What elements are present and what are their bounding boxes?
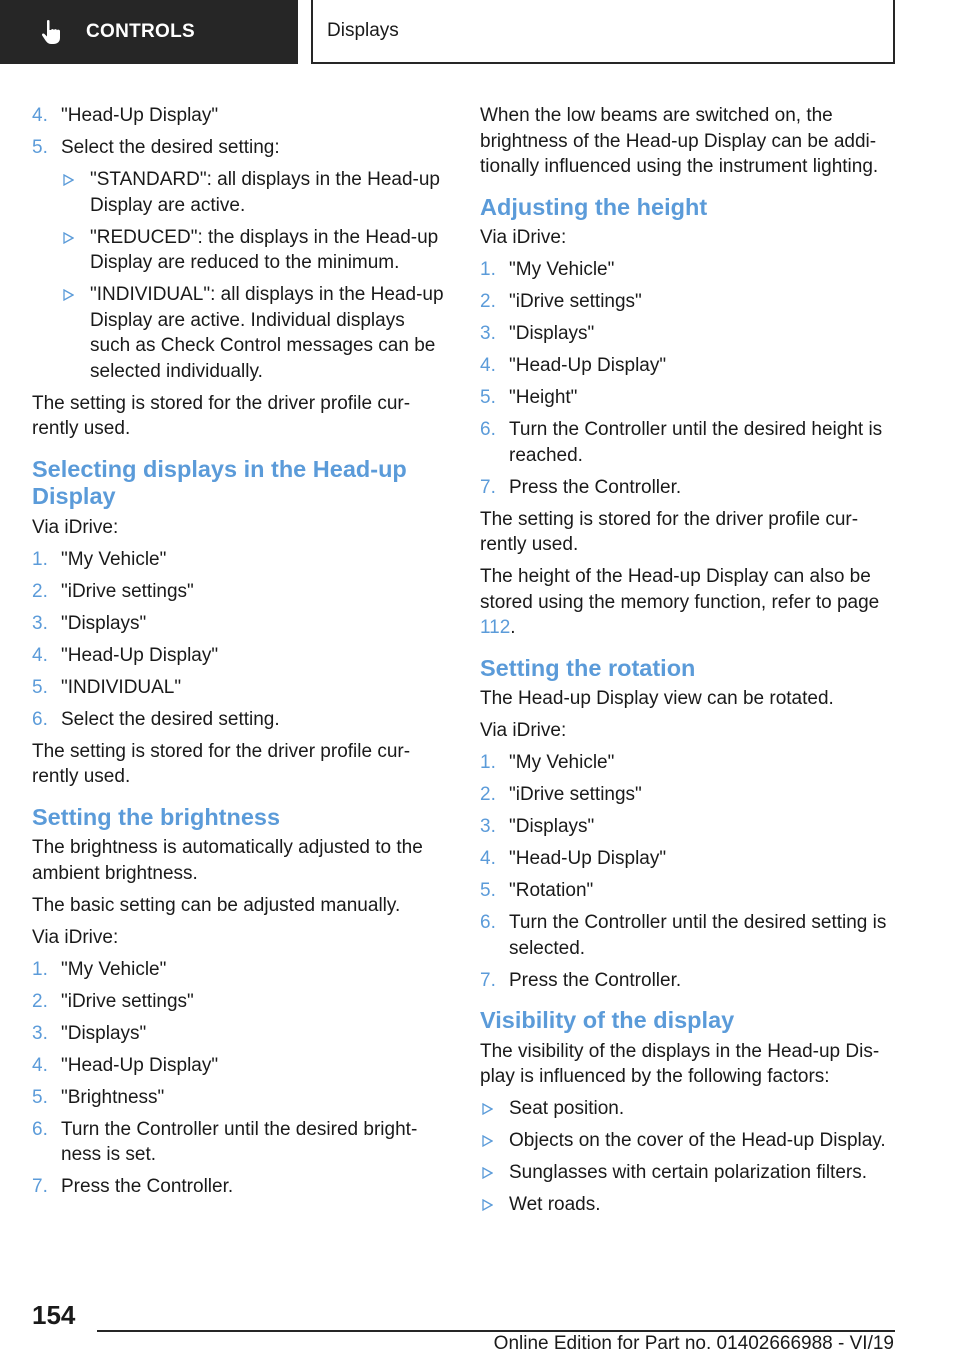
triangle-bullet-icon <box>63 289 74 301</box>
step-text: "My Vehicle" <box>509 259 615 280</box>
step-text: "My Vehicle" <box>61 548 167 570</box>
step-text: Press the Controller. <box>61 1176 234 1197</box>
list-item <box>480 1160 896 1186</box>
step-number: 6. <box>480 912 496 933</box>
list-item <box>480 782 896 808</box>
list-item <box>32 579 448 605</box>
paragraph: The setting is stored for the driver profile currently used. <box>32 392 411 439</box>
bullet-text: Sunglasses with certain polarization filters. <box>509 1162 868 1183</box>
paragraph: The brightness is automatically adjusted to the ambient brightness. <box>32 837 423 884</box>
heading-setting-brightness: Setting the brightness <box>32 803 281 830</box>
paragraph: The setting is stored for the driver profile currently used. <box>480 508 859 555</box>
via-idrive-label: Via iDrive: <box>32 516 119 538</box>
chapter-tab <box>311 0 895 64</box>
list-item <box>32 547 448 573</box>
step-number: 2. <box>480 291 496 312</box>
list-item <box>480 257 896 283</box>
paragraph: The basic setting can be adjusted manually. <box>32 894 401 916</box>
list-item <box>480 750 896 776</box>
list-item <box>32 643 448 669</box>
step-number: 5. <box>480 387 496 408</box>
step-text: "Displays" <box>61 612 147 634</box>
step-number: 2. <box>32 580 48 602</box>
bullet-text: Seat position. <box>509 1098 625 1119</box>
hand-touch-icon <box>38 18 66 46</box>
list-item <box>32 707 448 733</box>
step-number: 5. <box>32 676 48 698</box>
paragraph: When the low beams are switched on, the brightness of the Head-up Display can be additionally influenced using the instrument lighting. <box>480 105 879 177</box>
bullet-text: "STANDARD": all displays in the Head-up Display are active. <box>90 169 440 216</box>
list-item <box>480 385 896 411</box>
list-item <box>480 475 896 501</box>
bullet-text: Wet roads. <box>509 1194 601 1215</box>
step-text: Select the desired setting: <box>61 137 280 158</box>
section-label: CONTROLS <box>86 21 196 42</box>
list-item <box>32 135 448 161</box>
step-text: "Head-Up Display" <box>509 848 667 869</box>
heading-selecting-displays: Selecting displays in the Head-up Display <box>32 455 407 509</box>
step-number: 6. <box>480 419 496 440</box>
visibility-factors-list <box>480 1096 896 1218</box>
step-text: "Height" <box>509 387 578 408</box>
list-item <box>480 1192 896 1218</box>
section-tab <box>0 0 298 64</box>
step-text: "Displays" <box>61 1022 147 1044</box>
list-item <box>32 1085 448 1111</box>
paragraph: The setting is stored for the driver profile currently used. <box>32 740 411 787</box>
steps-list-b <box>32 547 448 733</box>
step-text: "iDrive settings" <box>61 990 194 1012</box>
step-number: 4. <box>480 355 496 376</box>
step-number: 4. <box>480 848 496 869</box>
step-text: Select the desired setting. <box>61 708 280 730</box>
step-number: 5. <box>480 880 496 901</box>
step-text: Turn the Controller until the desired brightness is set. <box>61 1118 418 1165</box>
list-item <box>32 675 448 701</box>
step-number: 7. <box>480 476 496 498</box>
step-text: "My Vehicle" <box>509 752 615 773</box>
step-text: "iDrive settings" <box>509 291 642 312</box>
setting-options-list <box>61 167 448 384</box>
step-text: "Head-Up Display" <box>61 105 219 126</box>
list-item <box>32 957 448 983</box>
triangle-bullet-icon <box>63 232 74 244</box>
step-text: "Displays" <box>509 816 595 837</box>
list-item <box>32 1117 448 1168</box>
list-item <box>61 167 448 218</box>
footer-divider <box>97 1330 895 1332</box>
memory-paragraph <box>480 564 896 641</box>
step-number: 7. <box>32 1176 48 1197</box>
step-text: "iDrive settings" <box>509 784 642 805</box>
list-item <box>480 814 896 840</box>
rotation-steps-list <box>480 750 896 993</box>
triangle-bullet-icon <box>482 1135 493 1147</box>
step-number: 3. <box>32 612 48 634</box>
step-text: "Rotation" <box>509 880 594 901</box>
step-number: 4. <box>32 1054 48 1076</box>
right-column <box>480 103 896 1224</box>
step-text: "Brightness" <box>61 1086 165 1108</box>
step-number: 1. <box>480 259 496 280</box>
triangle-bullet-icon <box>482 1199 493 1211</box>
heading-adjusting-height: Adjusting the height <box>480 193 708 220</box>
step-number: 3. <box>480 816 496 837</box>
height-steps-list <box>480 257 896 500</box>
step-text: Turn the Controller until the desired setting is selected. <box>509 912 887 959</box>
step-number: 6. <box>32 1118 48 1140</box>
list-item <box>480 321 896 347</box>
via-idrive-label: Via iDrive: <box>32 926 119 948</box>
via-idrive-label: Via iDrive: <box>480 720 567 741</box>
paragraph: The Head-up Display view can be rotated. <box>480 688 834 709</box>
edition-footer: Online Edition for Part no. 01402666988 - VI/19 <box>493 1333 894 1354</box>
list-item <box>480 846 896 872</box>
list-item <box>480 910 896 961</box>
list-item <box>480 1128 896 1154</box>
list-item <box>32 1021 448 1047</box>
steps-list-c <box>32 957 448 1200</box>
step-text: Press the Controller. <box>509 969 682 991</box>
step-number: 5. <box>32 1086 48 1108</box>
step-number: 3. <box>32 1022 48 1044</box>
step-text: "Head-Up Display" <box>509 355 667 376</box>
step-number: 5. <box>32 137 48 158</box>
step-number: 2. <box>32 990 48 1012</box>
list-item <box>61 282 448 384</box>
heading-setting-rotation: Setting the rotation <box>480 654 696 681</box>
step-number: 6. <box>32 708 48 730</box>
step-text: "My Vehicle" <box>61 958 167 980</box>
list-item <box>32 1053 448 1079</box>
chapter-label: Displays <box>327 20 399 41</box>
bullet-text: "REDUCED": the displays in the Head-up Display are reduced to the minimum. <box>90 226 439 273</box>
bullet-text: "INDIVIDUAL": all displays in the Head-up Display are active. Individual displays such as Check Control messages can be selected individually. <box>90 284 444 382</box>
page-number: 154 <box>32 1300 76 1330</box>
left-column <box>32 103 448 1206</box>
triangle-bullet-icon <box>482 1103 493 1115</box>
list-item <box>61 225 448 276</box>
bullet-text: Objects on the cover of the Head-up Display. <box>509 1130 886 1151</box>
step-text: "Head-Up Display" <box>61 1054 219 1076</box>
step-text: "Displays" <box>509 323 595 344</box>
step-number: 1. <box>32 958 48 980</box>
step-text: "iDrive settings" <box>61 580 194 602</box>
triangle-bullet-icon <box>63 174 74 186</box>
step-number: 7. <box>480 969 496 991</box>
list-item <box>32 103 448 129</box>
list-item <box>480 1096 896 1122</box>
list-item <box>32 989 448 1015</box>
via-idrive-label: Via iDrive: <box>480 227 567 248</box>
step-text: "Head-Up Display" <box>61 644 219 666</box>
list-item <box>480 289 896 315</box>
paragraph: The visibility of the displays in the Head-up Display is influenced by the following factors: <box>480 1040 880 1087</box>
list-item <box>32 611 448 637</box>
period: . <box>510 617 516 638</box>
step-text: Turn the Controller until the desired height is reached. <box>509 419 883 466</box>
step-number: 4. <box>32 105 48 126</box>
step-number: 1. <box>32 548 48 570</box>
triangle-bullet-icon <box>482 1167 493 1179</box>
step-text: Press the Controller. <box>509 476 682 498</box>
list-item <box>480 968 896 994</box>
list-item <box>32 1174 448 1200</box>
list-item <box>480 353 896 379</box>
memory-text: The height of the Head-up Display can also be stored using the memory function, refer to page <box>480 566 880 613</box>
step-number: 2. <box>480 784 496 805</box>
step-number: 1. <box>480 752 496 773</box>
step-number: 4. <box>32 644 48 666</box>
list-item <box>480 878 896 904</box>
step-text: "INDIVIDUAL" <box>61 676 182 698</box>
steps-list-a <box>32 103 448 161</box>
heading-visibility: Visibility of the display <box>480 1007 735 1033</box>
step-number: 3. <box>480 323 496 344</box>
page-reference-link[interactable]: 112 <box>480 617 511 638</box>
list-item <box>480 417 896 468</box>
